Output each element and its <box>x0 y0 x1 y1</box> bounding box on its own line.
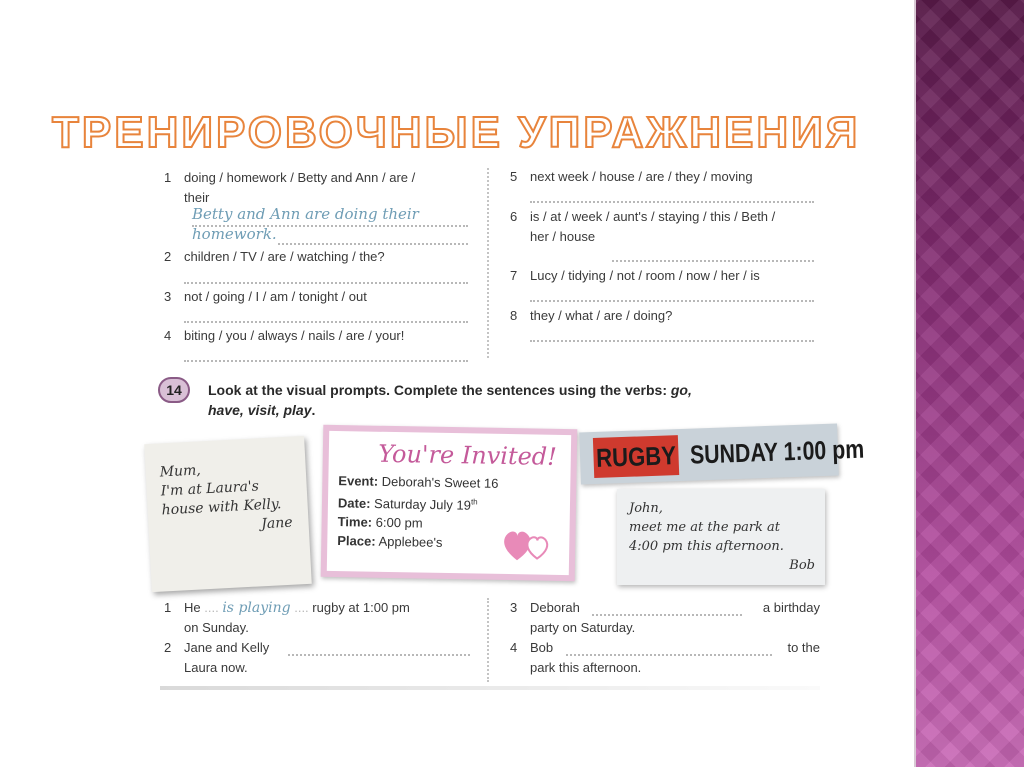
instruction-text: Look at the visual prompts. Complete the sentences using the verbs: <box>208 382 671 398</box>
exercise-item-4 <box>164 326 464 346</box>
exercise-item-2 <box>164 247 464 267</box>
sentence-end: a birthday <box>762 600 820 615</box>
instruction-end: . <box>311 402 316 418</box>
item-number: 5 <box>510 169 518 184</box>
answer-line <box>184 282 468 284</box>
rugby-tag: RUGBY <box>593 435 679 478</box>
date-value: Saturday July 19 <box>373 496 472 513</box>
handwritten-answer-cont: homework. <box>192 225 277 243</box>
note-line: house with Kelly. <box>161 496 282 519</box>
item-prompt: doing / homework / Betty and Ann / are / <box>184 170 416 185</box>
exercise-instruction <box>208 380 818 420</box>
sentence-end: rugby at 1:00 pm <box>312 600 410 615</box>
exercise-item-3 <box>164 287 464 307</box>
exercise-item-7 <box>510 266 820 286</box>
sentence-cont: Laura now. <box>184 660 248 675</box>
item-number: 2 <box>164 640 172 655</box>
item-number: 2 <box>164 249 172 264</box>
sentence-cont: park this afternoon. <box>530 660 642 675</box>
note-line: I'm at Laura's <box>160 478 260 500</box>
item-number: 7 <box>510 268 518 283</box>
item-number: 4 <box>164 328 172 343</box>
handwritten-answer: is playing <box>222 600 291 616</box>
answer-line <box>530 340 814 342</box>
answer-line <box>184 360 468 362</box>
sentence-start: He <box>184 600 201 615</box>
answer-line <box>530 201 814 203</box>
blank-dots: .... <box>294 600 309 615</box>
date-label: Date: <box>337 495 371 511</box>
answer-line <box>592 614 742 616</box>
item-prompt: not / going / I / am / tonight / out <box>184 289 367 304</box>
place-value: Applebee's <box>378 534 443 551</box>
page-edge-shadow <box>160 686 820 690</box>
event-label: Event: <box>338 473 379 489</box>
place-label: Place: <box>337 533 376 550</box>
answer-line <box>288 654 470 656</box>
note-line: meet me at the park at <box>629 520 781 535</box>
event-value: Deborah's Sweet 16 <box>381 473 499 491</box>
exercise-item-6 <box>510 207 820 247</box>
item-prompt: they / what / are / doing? <box>530 308 673 323</box>
item-number: 6 <box>510 209 518 224</box>
instruction-verbs-cont: have, visit, play <box>208 402 312 418</box>
item-number: 1 <box>164 600 172 615</box>
note-line: Mum, <box>159 462 202 481</box>
sentence-cont: party on Saturday. <box>530 620 636 635</box>
handwritten-note-bob <box>617 489 825 585</box>
note-signature: Jane <box>260 514 293 533</box>
item-number: 4 <box>510 640 518 655</box>
handwritten-note-jane <box>144 436 312 592</box>
sentence-1 <box>164 598 484 638</box>
invitation-title: You're Invited! <box>378 439 558 471</box>
item-number: 3 <box>164 289 172 304</box>
time-label: Time: <box>337 514 373 530</box>
handwritten-answer: Betty and Ann are doing their <box>192 205 419 223</box>
sentence-2 <box>164 638 484 678</box>
blank-dots: .... <box>204 600 219 615</box>
answer-line <box>184 321 468 323</box>
answer-line <box>566 654 772 656</box>
answer-line <box>530 300 814 302</box>
item-number: 8 <box>510 308 518 323</box>
slide-title: ТРЕНИРОВОЧНЫЕ УПРАЖНЕНИЯ <box>52 108 861 157</box>
exercise-number-badge: 14 <box>158 377 190 403</box>
item-prompt: is / at / week / aunt's / staying / this / Beth / <box>530 209 776 224</box>
column-divider <box>487 168 489 358</box>
item-prompt: biting / you / always / nails / are / your! <box>184 328 405 343</box>
item-number: 3 <box>510 600 518 615</box>
decorative-side-band <box>916 0 1024 767</box>
rugby-banner <box>579 424 865 485</box>
invitation-card <box>321 425 578 581</box>
item-prompt: children / TV / are / watching / the? <box>184 249 385 264</box>
sentence-start: Jane and Kelly <box>184 640 270 655</box>
column-divider <box>487 598 489 682</box>
time-value: 6:00 pm <box>375 515 423 531</box>
hearts-icon <box>501 524 556 565</box>
instruction-verbs: go, <box>670 382 692 398</box>
item-prompt: next week / house / are / they / moving <box>530 169 753 184</box>
exercise-item-8 <box>510 306 820 326</box>
note-signature: Bob <box>789 558 815 573</box>
date-suffix: th <box>470 497 478 507</box>
exercise-item-1 <box>164 168 464 208</box>
item-prompt-cont: her / house <box>530 229 596 244</box>
answer-line <box>612 260 814 262</box>
rugby-time: SUNDAY 1:00 pm <box>689 433 865 470</box>
sentence-start: Bob <box>530 640 554 655</box>
sentence-cont: on Sunday. <box>184 620 249 635</box>
sentence-3 <box>510 598 820 638</box>
item-prompt-cont: their <box>184 190 210 205</box>
item-prompt: Lucy / tidying / not / room / now / her / is <box>530 268 760 283</box>
item-number: 1 <box>164 170 172 185</box>
answer-line <box>278 243 468 245</box>
note-line: John, <box>629 501 663 516</box>
sentence-start: Deborah <box>530 600 580 615</box>
sentence-end: to the <box>787 640 820 655</box>
sentence-4 <box>510 638 820 678</box>
note-line: 4:00 pm this afternoon. <box>629 539 784 554</box>
exercise-item-5 <box>510 167 820 187</box>
